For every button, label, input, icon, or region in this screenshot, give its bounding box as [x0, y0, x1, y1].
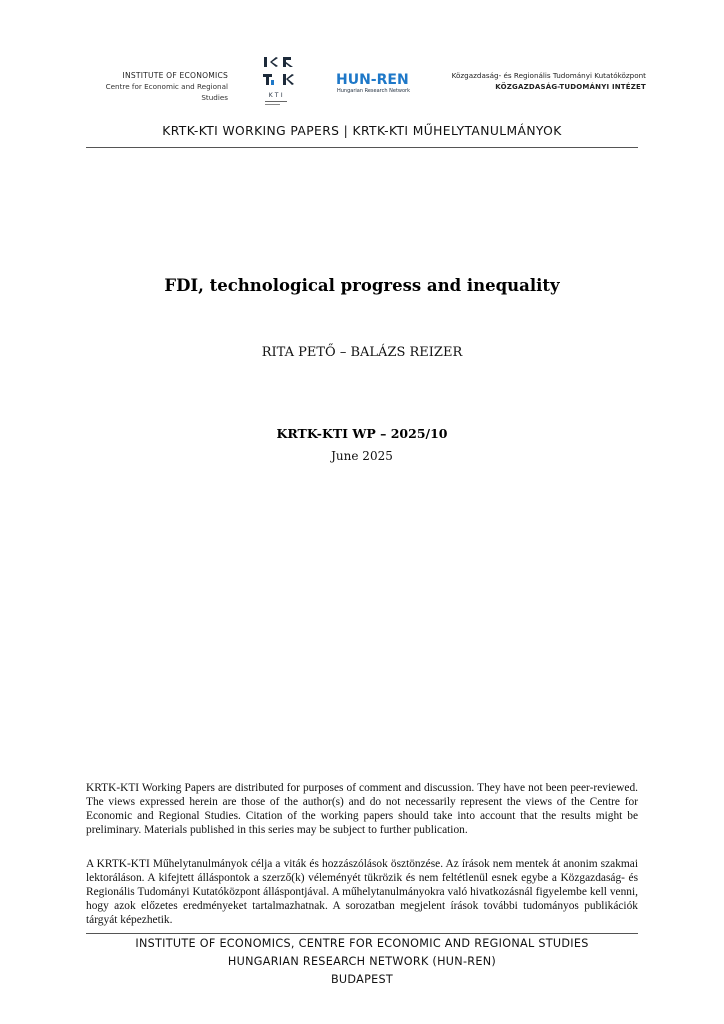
institute-name-hu: KÖZGAZDASÁG-TUDOMÁNYI INTÉZET	[495, 83, 646, 91]
header-rule	[86, 147, 638, 148]
publication-date: June 2025	[331, 449, 393, 463]
footer-rule	[86, 933, 638, 934]
paper-authors: RITA PETŐ – BALÁZS REIZER	[261, 345, 463, 360]
footer-institute: INSTITUTE OF ECONOMICS, CENTRE FOR ECONOMIC AND REGIONAL STUDIES	[135, 937, 589, 950]
disclaimer-hungarian: A KRTK-KTI Műhelytanulmányok célja a viták és hozzászólások ösztönzése. Az írások nem mentek át anonim szakmai lektoráláson. A kifejtett álláspontok a szerző(k) véleményét tükrözik és nem feltétlenül esnek egybe a Közgazdaság- és Regionális Tudományi Kutatóközpont álláspontjával. A műhelytanulmányokra való hivatkozásnál figyelembe kell venni, hogy azok előzetes eredményeket tartalmazhatnak. A sorozatban megjelent írások további tudományos publikációk tárgyát képezhetik.	[86, 858, 638, 926]
header-institute-right	[446, 70, 646, 93]
series-title: KRTK-KTI WORKING PAPERS | KRTK-KTI MŰHELYTANULMÁNYOK	[162, 124, 562, 138]
hunren-logo-subtext: Hungarian Research Network	[337, 88, 411, 94]
krtk-kti-logo	[261, 55, 305, 109]
header-institute-left	[80, 70, 228, 103]
hun-ren-logo	[336, 70, 426, 94]
krtk-logo-text: KTI	[268, 92, 286, 99]
footer-city: BUDAPEST	[330, 973, 394, 986]
hunren-logo-text: HUN-REN	[336, 72, 409, 88]
centre-name-hu: Közgazdaság- és Regionális Tudományi Kutatóközpont	[451, 71, 646, 80]
footer-network: HUNGARIAN RESEARCH NETWORK (HUN-REN)	[227, 955, 497, 968]
centre-name-en: Centre for Economic and Regional Studies	[105, 82, 228, 102]
paper-title: FDI, technological progress and inequality	[164, 276, 560, 295]
working-paper-number: KRTK-KTI WP – 2025/10	[276, 426, 448, 441]
institute-name-en: INSTITUTE OF ECONOMICS	[122, 71, 228, 80]
disclaimer-english: KRTK-KTI Working Papers are distributed for purposes of comment and discussion. They have not been peer-reviewed. The views expressed herein are those of the author(s) and do not necessarily represent the views of the Centre for Economic and Regional Studies. Citation of the working papers should take into account that the results might be preliminary. Materials published in this series may be subject to further publication.	[86, 782, 638, 836]
